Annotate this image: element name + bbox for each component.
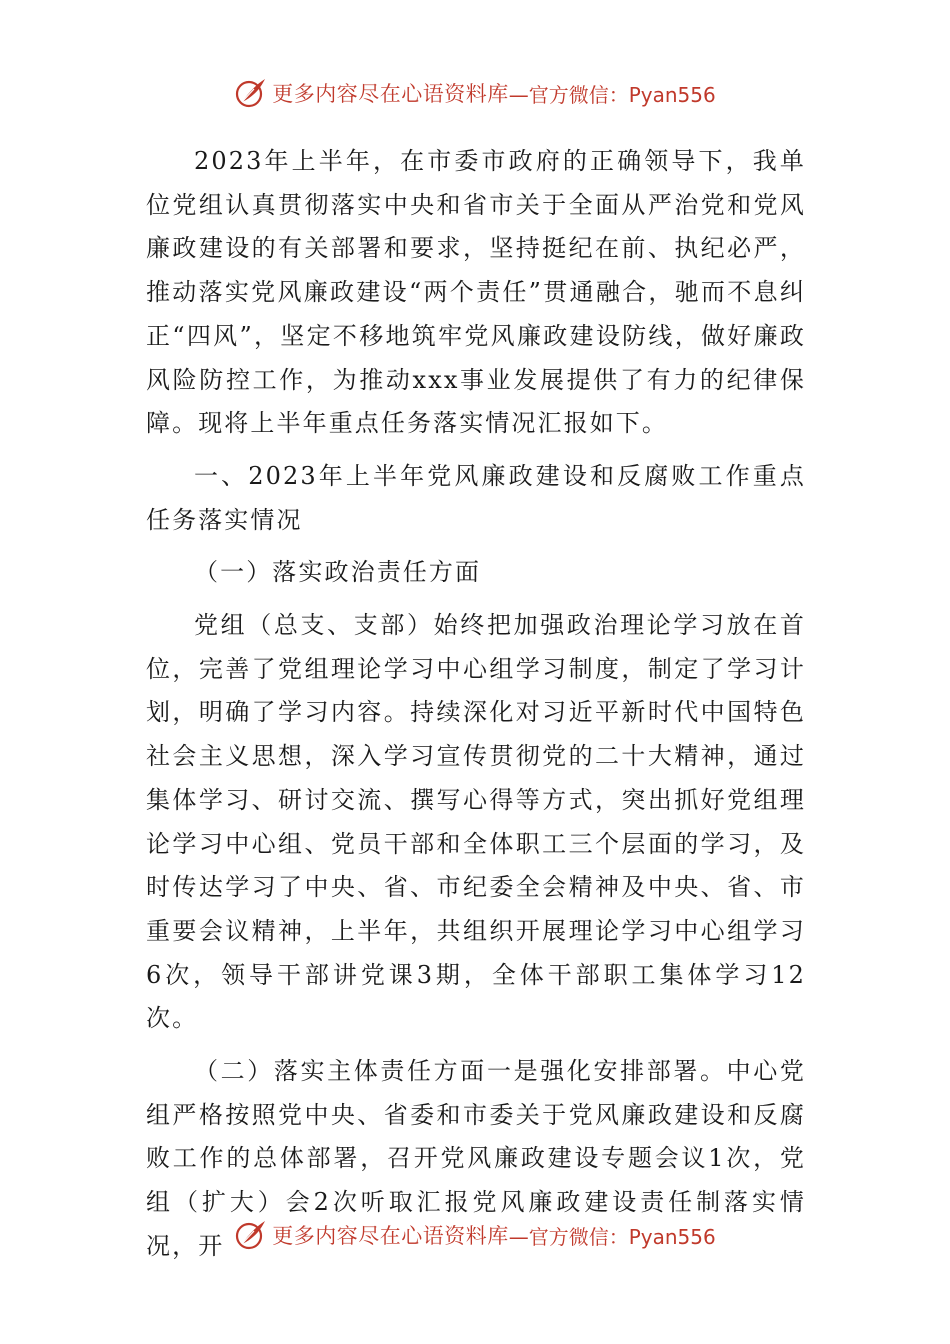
banner-brand-text: 更多内容尽在心语资料库 xyxy=(272,1224,509,1248)
banner-official-wechat: —官方微信：Pyan556 xyxy=(508,1224,716,1249)
banner-brand-text: 更多内容尽在心语资料库 xyxy=(272,82,509,106)
main-responsibility-paragraph: （二）落实主体责任方面一是强化安排部署。中心党组严格按照党中央、省委和市委关于党风廉政建设和反腐败工作的总体部署，召开党风廉政建设专题会议1次，党组（扩大）会2次听取汇报党风廉政建设责任制落实情况，开 xyxy=(146,1057,806,1260)
feather-pen-logo-icon xyxy=(234,1218,268,1252)
intro-paragraph: 2023年上半年，在市委市政府的正确领导下，我单位党组认真贯彻落实中央和省市关于全面从严治党和党风廉政建设的有关部署和要求，坚持挺纪在前、执纪必严，推动落实党风廉政建设“两个责任”贯通融合，驰而不息纠正“四风”，坚定不移地筑牢党风廉政建设防线，做好廉政风险防控工作，为推动xxx事业发展提供了有力的纪律保障。现将上半年重点任务落实情况汇报如下。 xyxy=(146,147,806,438)
political-responsibility-paragraph: 党组（总支、支部）始终把加强政治理论学习放在首位，完善了党组理论学习中心组学习制度，制定了学习计划，明确了学习内容。持续深化对习近平新时代中国特色社会主义思想，深入学习宣传贯彻党的二十大精神，通过集体学习、研讨交流、撰写心得等方式，突出抓好党组理论学习中心组、党员干部和全体职工三个层面的学习，及时传达学习了中央、省、市纪委全会精神及中央、省、市重要会议精神，上半年，共组织开展理论学习中心组学习6次，领导干部讲党课3期，全体干部职工集体学习12次。 xyxy=(146,611,806,1033)
section-heading-1: 一、2023年上半年党风廉政建设和反腐败工作重点任务落实情况 xyxy=(146,461,806,534)
document-body xyxy=(146,140,806,1269)
footer-banner xyxy=(0,1213,950,1257)
feather-pen-logo-icon xyxy=(234,76,268,110)
banner-official-wechat: —官方微信：Pyan556 xyxy=(508,82,716,107)
subsection-heading-1: （一）落实政治责任方面 xyxy=(194,558,482,587)
header-banner xyxy=(0,71,950,115)
